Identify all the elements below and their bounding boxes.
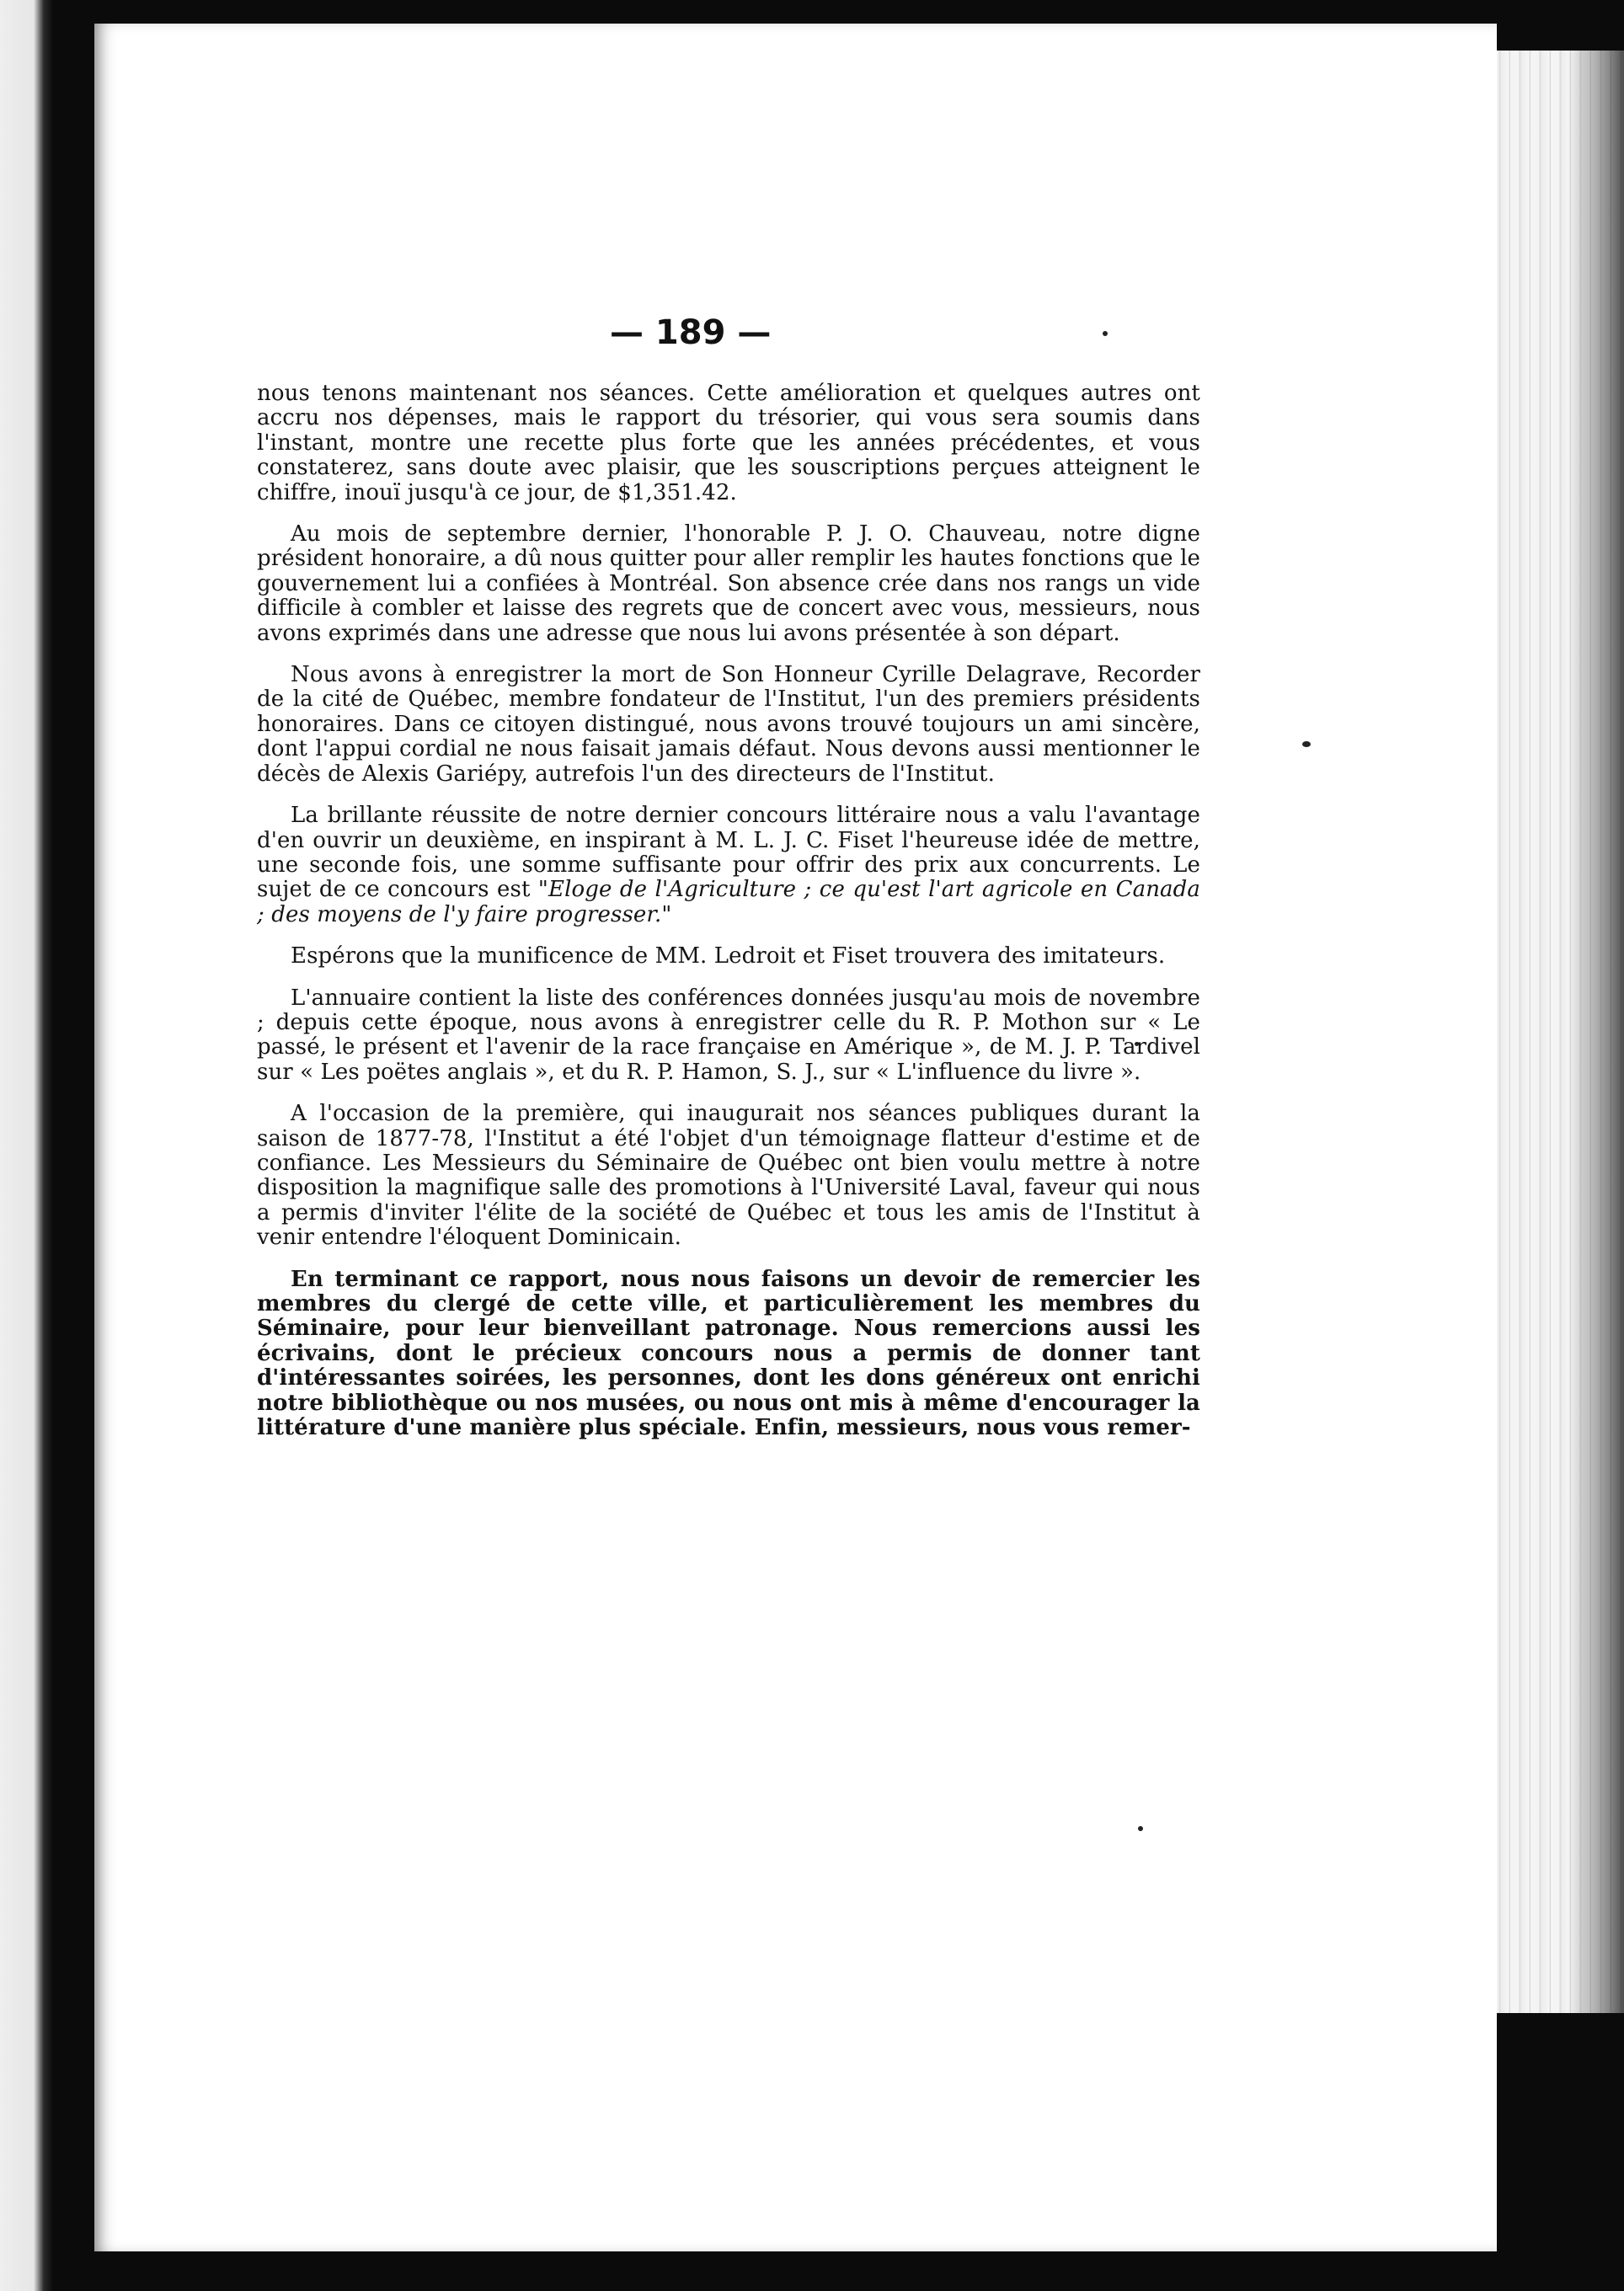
page-number: — 189 — [610,313,772,352]
book-page [94,24,1497,2251]
paragraph-7: A l'occasion de la première, qui inaugurait nos séances publiques durant la saison de 1877-78, l'Institut a été l'objet d'un témoignage flatteur d'estime et de confiance. Les Messieurs du Séminaire de Québec ont bien voulu mettre à notre disposition la magnifique salle des promotions à l'Université Laval, faveur qui nous a permis d'inviter l'élite de la société de Québec et tous les amis de l'Institut à venir entendre l'éloquent Dominicain. [257,1101,1200,1251]
stray-mark [1138,1826,1143,1831]
paragraph-4 [257,804,1200,927]
paragraph-4-text: La brillante réussite de notre dernier concours littéraire nous a valu l'avantage d'en ouvrir un deuxième, en inspirant à M. L. J. C. Fiset l'heureuse idée de mettre, une seconde fois, une somme suffisante pour offrir des prix aux concurrents. Le sujet de ce concours est " [257,803,1200,903]
paragraph-8: En terminant ce rapport, nous nous faisons un devoir de remercier les membres du clergé de cette ville, et particulièrement les membres du Séminaire, pour leur bienveillant patronage. Nous remercions aussi les écrivains, dont le précieux concours nous a permis de donner tant d'intéressantes soirées, les personnes, dont les dons généreux ont enrichi notre bibliothèque ou nos musées, ou nous ont mis à même d'encourager la littérature d'une manière plus spéciale. Enfin, messieurs, nous vous remer- [257,1266,1200,1441]
previous-page-edge [0,0,52,2291]
page-stack-shadow [1568,51,1624,2013]
contest-subject: Eloge de l'Agriculture ; ce qu'est l'art agricole en Canada ; des moyens de l'y faire progresser. [257,877,1200,927]
paragraph-2: Au mois de septembre dernier, l'honorable P. J. O. Chauveau, notre digne président honoraire, a dû nous quitter pour aller remplir les hautes fonctions que le gouvernement lui a confiées à Montréal. Son absence crée dans nos rangs un vide difficile à combler et laisse des regrets que de concert avec vous, messieurs, nous avons exprimés dans une adresse que nous lui avons présentée à son départ. [257,521,1200,646]
body-text [257,382,1200,1457]
stray-mark [1302,741,1311,747]
paragraph-6: L'annuaire contient la liste des conférences données jusqu'au mois de novembre ; depuis cette époque, nous avons à enregistrer celle du R. P. Mothon sur « Le passé, le présent et l'avenir de la race française en Amérique », de M. J. P. Tardivel sur « Les poëtes anglais », et du R. P. Hamon, S. J., sur « L'influence du livre ». [257,985,1200,1085]
stray-mark [1103,331,1108,336]
paragraph-4-close-quote: " [661,901,672,927]
paragraph-5: Espérons que la munificence de MM. Ledroit et Fiset trouvera des imitateurs. [291,943,1166,969]
paragraph-1: nous tenons maintenant nos séances. Cette amélioration et quelques autres ont accru nos dépenses, mais le rapport du trésorier, qui vous sera soumis dans l'instant, montre une recette plus forte que les années précédentes, et vous constaterez, sans doute avec plaisir, que les souscriptions perçues atteignent le chiffre, inouï jusqu'à ce jour, de $1,351.42. [257,381,1200,505]
paragraph-3: Nous avons à enregistrer la mort de Son Honneur Cyrille Delagrave, Recorder de la cité de Québec, membre fondateur de l'Institut, l'un des premiers présidents honoraires. Dans ce citoyen distingué, nous avons trouvé toujours un ami sincère, dont l'appui cordial ne nous faisait jamais défaut. Nous devons aussi mentionner le décès de Alexis Gariépy, autrefois l'un des directeurs de l'Institut. [257,662,1200,787]
